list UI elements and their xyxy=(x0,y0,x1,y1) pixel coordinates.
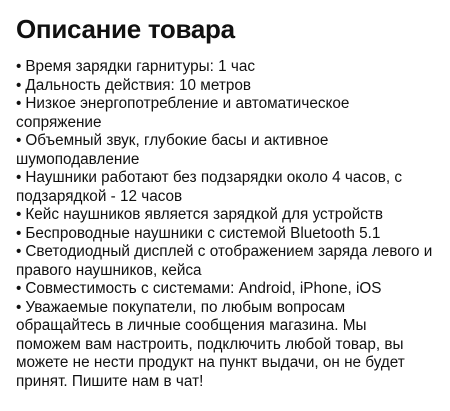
list-item-text: Наушники работают без подзарядки около 4 часов, с подзарядкой - 12 часов xyxy=(16,169,403,205)
list-item xyxy=(16,206,434,225)
list-item-text: Время зарядки гарнитуры: 1 час xyxy=(25,58,255,75)
bullet: • xyxy=(16,76,22,94)
list-item xyxy=(16,58,434,77)
list-item xyxy=(16,243,434,280)
list-item-text: Беспроводные наушники с системой Bluetooth 5.1 xyxy=(25,224,381,242)
bullet: • xyxy=(16,169,22,186)
bullet: • xyxy=(16,206,22,223)
list-item xyxy=(16,132,434,169)
list-item-text: Кейс наушников является зарядкой для устройств xyxy=(25,206,384,223)
list-item xyxy=(16,280,434,299)
list-item xyxy=(16,225,434,244)
list-item-text: Уважаемые покупатели, по любым вопросам обращайтесь в личные сообщения магазина. Мы поможем вам настроить, подключить любой товар, вы можете не нести продукт на пункт выдачи, он не будет принят. Пишите нам в чат! xyxy=(16,298,405,390)
list-item-text: Светодиодный дисплей с отображением заряда левого и правого наушников, кейса xyxy=(16,243,433,279)
list-item xyxy=(16,169,434,206)
bullet: • xyxy=(16,95,22,112)
list-item xyxy=(16,77,434,96)
bullet: • xyxy=(16,132,22,149)
list-item-text: Совместимость с системами: Android, iPhone, iOS xyxy=(25,280,382,297)
list-item-text: Низкое энергопотребление и автоматическое сопряжение xyxy=(16,95,350,131)
section-title: Описание товара xyxy=(16,14,235,44)
bullet: • xyxy=(16,224,22,242)
bullet: • xyxy=(16,298,22,316)
bullet: • xyxy=(16,243,22,260)
list-item xyxy=(16,299,434,392)
bullet: • xyxy=(16,280,22,297)
bullet: • xyxy=(16,58,22,75)
list-item-text: Дальность действия: 10 метров xyxy=(25,76,251,94)
list-item-text: Объемный звук, глубокие басы и активное шумоподавление xyxy=(16,132,329,168)
description-list xyxy=(16,58,434,391)
list-item xyxy=(16,95,434,132)
